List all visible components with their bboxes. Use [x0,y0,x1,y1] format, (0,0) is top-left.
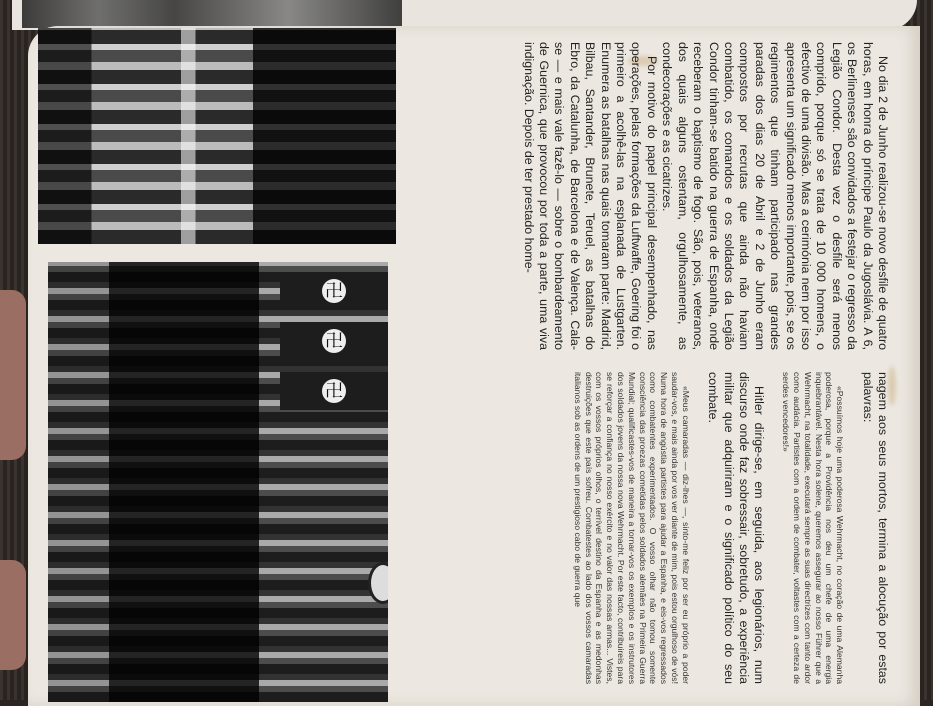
swastika-icon: 卍 [322,279,346,303]
banner [280,322,388,360]
paragraph: nagem aos seus mortos, termina a alocução por estas palavras: [860,372,890,684]
holding-hand [0,560,26,670]
banner [280,372,388,410]
text-area [420,30,890,690]
swastika-icon: 卍 [322,379,346,403]
column-right [572,372,890,684]
column-left [520,42,890,350]
quote: «Meus camaradas — diz-lhes —, sinto-me feliz por ser eu próprio a poder saudar-vos, e mais ainda por vos ver diante de mim, pois estou orgulhoso de vós! Numa hora de angústia partistes para ajudar a Espanha, e eis-vos regressados como combatentes experimentados. O vosso olhar não tomou somente consciência das proezas cometidas pelos soldados alemães na Primeira Guerra Mundial; qualificastes-vos de maneira a tornar-vos os exemplos e os instrutores dos soldados jovens da nossa nova Wehrmacht. Por este facto, contribuireis para se reforçar a confiança no nosso exército e no valor das nossas armas... Vistes, com os vossos próprios olhos, o terrível destino da Espanha e as medonhas destruições que este país sofreu. Combatestes ao lado dos vossos camaradas italianos sob as ordens de um prestigioso cabo de guerra que [572,372,691,684]
banner [280,272,388,310]
quote: «Possuímos hoje uma poderosa Wehrmacht, no coração de uma Alemanha poderosa, porque a Providência nos deu um chefe de uma energia inquebrantável. Nesta hora solene, queremos assegurar ao nosso Führer que a Wehrmacht, na totalidade, executará sempre as suas directrizes com tanto ardor como audácia. Partistes com a ordem de combater, voltastes com a certeza de serdes vencedores!» [781,372,846,684]
swastika-icon: 卍 [322,329,346,353]
paragraph: Hitler dirige-se, em seguida, aos legionários, num discurso onde faz sobressair, sobretudo, a experiência militar que adquiriram e o significado político do seu combate. [706,372,767,684]
paragraph: No dia 2 de Junho realizou-se novo desfile de quatro horas, em honra do príncipe Paulo da Jugoslávia. A 6, os Berlinenses são convidados a festejar o regresso da Legião Condor. Desta vez o desfile será menos comprido, porque só se trata de 10 000 homens, o efectivo de uma divisão. Mas a cerimónia nem por isso apresenta um significado menos importante, pois, se os regimentos que tinham participado nas grandes paradas dos dias 20 de Abril e 2 de Junho eram compostos por recrutas que ainda não haviam combatido, os comandos e os soldados da Legião Condor tinham-se batido na guerra de Espanha, onde receberam o baptismo de fogo. São, pois, veteranos, dos quais alguns ostentam, orgulhosamente, as condecorações e as cicatrizes. [660,42,890,350]
paragraph: Por motivo do papel principal desempenhado, nas operações, pelas formações da Luftwaffe, Goering foi o primeiro a acolhê-las na esplanada de Lustgarten. Enumera as batalhas nas quais tomaram parte: Madrid, Bilbau, Santander, Brunete, Teruel, as batalhas do Ebro, da Catalunha, de Barcelona e de Valença. Cala-se — e mais vale fazê-lo — sobre o bombardeamento de Guernica, que provocou por toda a parte, uma viva indignação. Depois de ter prestado home- [521,42,659,350]
holding-hand [0,290,26,460]
photo-parade-girls [38,28,396,244]
flag-banners [280,262,388,432]
previous-page-photo-edge [22,0,402,28]
rotated-text [420,30,890,690]
photo-parade-soldiers-spades [48,262,388,702]
emblem-icon [368,562,388,604]
